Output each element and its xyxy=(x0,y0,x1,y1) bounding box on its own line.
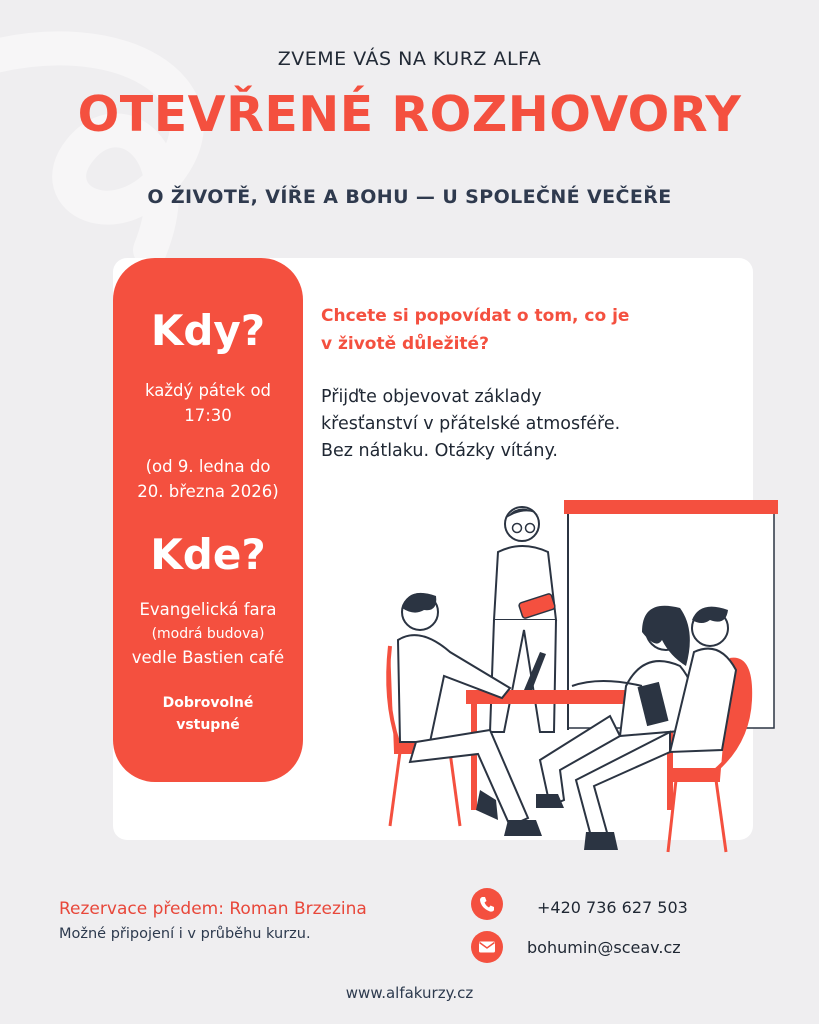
invitation-body: Přijďte objevovat základy křesťanství v přátelské atmosféře. Bez nátlaku. Otázky vítány. xyxy=(321,387,621,461)
join-anytime-note: Možné připojení i v průběhu kurzu. xyxy=(59,926,311,942)
page-title: OTEVŘENÉ ROZHOVORY xyxy=(77,86,742,143)
when-time: každý pátek od 17:30 xyxy=(144,381,272,425)
invitation-question: Chcete si popovídat o tom, co je v životě důležité? xyxy=(321,306,630,354)
phone-icon xyxy=(471,888,503,920)
admission-note: Dobrovolné vstupné xyxy=(162,695,254,733)
website-link[interactable]: www.alfakurzy.cz xyxy=(345,984,474,1002)
reservation-text: Rezervace předem: Roman Brzezina xyxy=(59,899,367,919)
page-subtitle: O ŽIVOTĚ, VÍŘE A BOHU — U SPOLEČNÉ VEČEŘE xyxy=(147,186,672,208)
email-link[interactable]: bohumin@sceav.cz xyxy=(527,938,681,957)
info-panel xyxy=(113,258,303,782)
group-conversation-illustration xyxy=(380,480,780,860)
when-date-range: (od 9. ledna do 20. března 2026) xyxy=(137,457,279,501)
envelope-icon xyxy=(471,931,503,963)
phone-link[interactable]: +420 736 627 503 xyxy=(537,898,688,917)
event-eyebrow: ZVEME VÁS NA KURZ ALFA xyxy=(277,48,542,70)
where-heading: Kde? xyxy=(150,530,266,579)
where-location: Evangelická fara (modrá budova) vedle Bastien café xyxy=(131,600,285,667)
when-heading: Kdy? xyxy=(150,306,266,355)
